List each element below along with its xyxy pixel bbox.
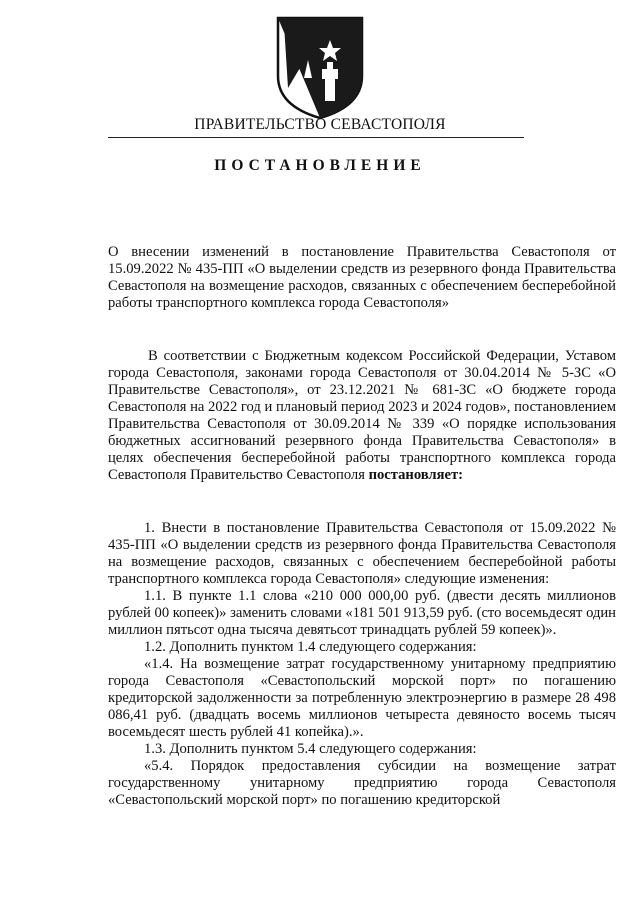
item-1: 1. Внести в постановление Правительства Севастополя от 15.09.2022 № 435-ПП «О выделении средств из резервного фонда Правительства Севастополя на возмещение расходов, связанных с обеспечением бесперебойной работы транспортного комплекса города Севастополя» следующие изменения: bbox=[108, 520, 616, 587]
coat-of-arms-icon bbox=[274, 14, 370, 120]
document-type-title: ПОСТАНОВЛЕНИЕ bbox=[214, 157, 426, 174]
item-1-2: 1.2. Дополнить пунктом 1.4 следующего содержания: bbox=[144, 639, 477, 655]
document-subject: О внесении изменений в постановление Правительства Севастополя от 15.09.2022 № 435-ПП «О выделении средств из резервного фонда Правительства Севастополя на возмещение расходов, связанных с обеспечением бесперебойной работы транспортного комплекса города Севастополя» bbox=[108, 244, 616, 311]
preamble-text: В соответствии с Бюджетным кодексом Российской Федерации, Уставом города Севастополя, законами города Севастополя от 30.04.2014 № 5-ЗС «О Правительстве Севастополя», от 23.12.2021 № 681-ЗС «О бюджете города Севастополя на 2022 год и плановый период 2023 и 2024 годов», постановлением Правительства Севастополя от 30.09.2014 № 339 «О порядке использования бюджетных ассигнований резервного фонда Правительства Севастополя» в целях обеспечения бесперебойной работы транспортного комплекса города Севастополя Правительство Севастополя bbox=[108, 348, 616, 483]
item-1-2-text: «1.4. На возмещение затрат государственному унитарному предприятию города Севастополя «Севастопольский морской порт» по погашению кредиторской задолженности за потребленную электроэнергию в размере 28 498 086,41 руб. (двадцать восемь миллионов четыреста девяносто восемь тысяч восемьдесят шесть рублей 41 копейка).». bbox=[108, 656, 616, 740]
item-1-1: 1.1. В пункте 1.1 слова «210 000 000,00 руб. (двести десять миллионов рублей 00 копеек)» заменить словами «181 501 913,59 руб. (сто восемьдесят один миллион пятьсот одна тысяча девятьсот тринадцать рублей 59 копеек)». bbox=[108, 588, 616, 638]
item-1-3: 1.3. Дополнить пунктом 5.4 следующего содержания: bbox=[144, 741, 477, 757]
preamble-paragraph bbox=[108, 348, 616, 484]
amendments-list bbox=[108, 520, 616, 809]
item-1-3-text: «5.4. Порядок предоставления субсидии на возмещение затрат государственному унитарному предприятию города Севастополя «Севастопольский морской порт» по погашению кредиторской bbox=[108, 758, 616, 808]
government-title: ПРАВИТЕЛЬСТВО СЕВАСТОПОЛЯ bbox=[194, 116, 446, 133]
header-divider bbox=[108, 137, 524, 138]
decision-word: постановляет: bbox=[368, 467, 464, 483]
